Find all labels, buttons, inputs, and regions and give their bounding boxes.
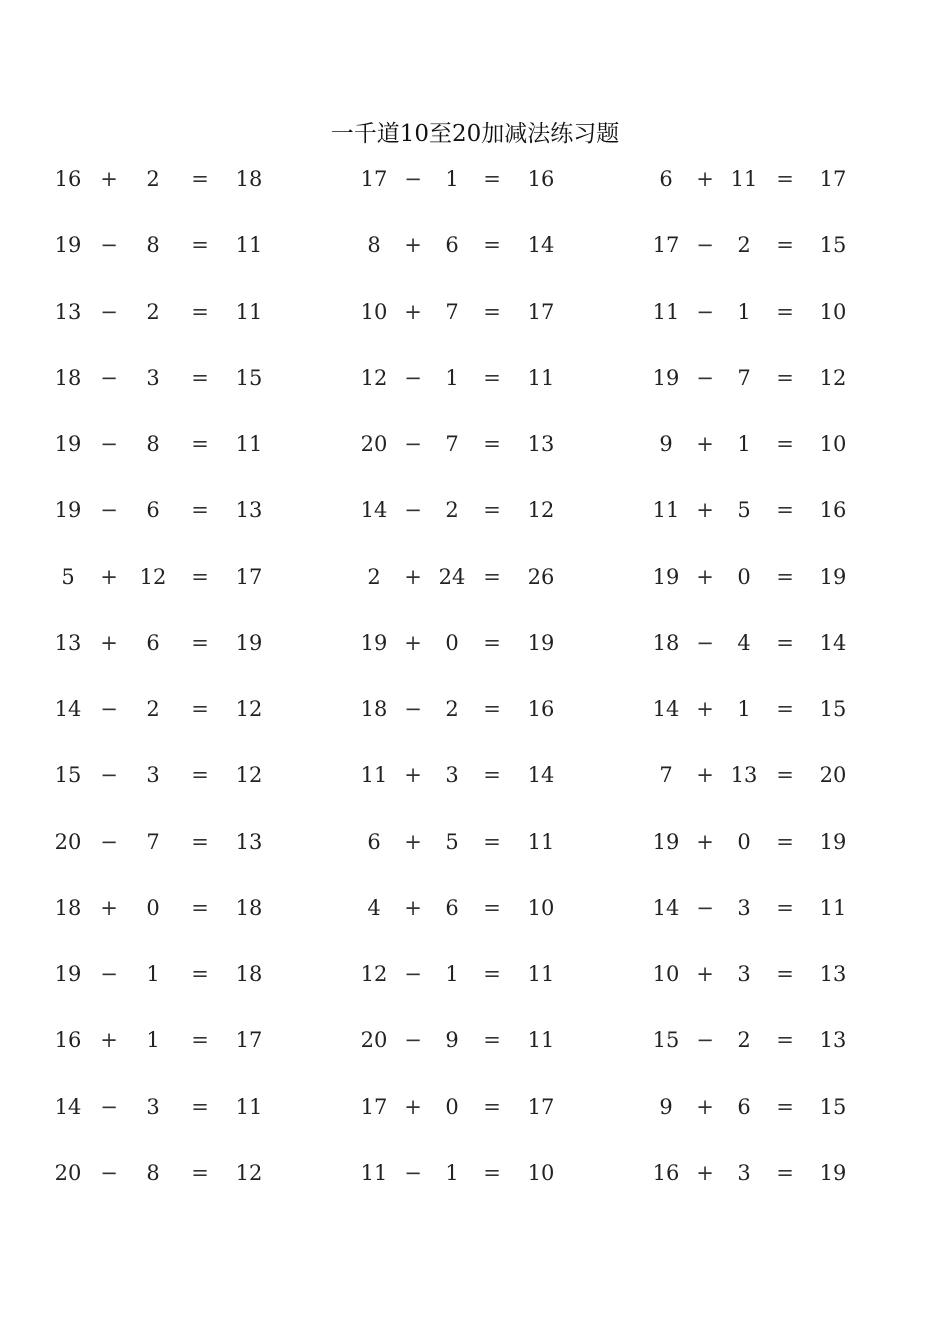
equals-sign: =	[776, 829, 794, 854]
operand-b: 1	[445, 167, 459, 191]
equals-sign: =	[776, 962, 794, 986]
operator: +	[100, 564, 118, 589]
operator: +	[404, 1094, 422, 1119]
operand-b: 3	[445, 763, 459, 788]
operator: +	[696, 1160, 714, 1185]
operator: −	[100, 1094, 118, 1119]
operand-b: 2	[146, 697, 160, 721]
operator: −	[696, 1028, 714, 1053]
operand-b: 0	[737, 829, 751, 854]
operand-a: 8	[367, 233, 381, 258]
operand-b: 11	[730, 167, 758, 191]
equals-sign: =	[776, 763, 794, 788]
operand-a: 19	[54, 233, 82, 258]
equals-sign: =	[191, 365, 209, 390]
result: 13	[819, 1028, 847, 1053]
operand-b: 3	[737, 895, 751, 920]
operand-b: 1	[146, 1028, 160, 1053]
result: 16	[527, 697, 555, 721]
operand-a: 15	[652, 1028, 680, 1053]
operator: −	[404, 962, 422, 986]
operand-b: 8	[146, 233, 160, 258]
equals-sign: =	[483, 697, 501, 721]
problem-row	[0, 1087, 950, 1127]
problem-row	[0, 225, 950, 265]
operator: +	[404, 299, 422, 324]
problem-row	[0, 1153, 950, 1193]
equals-sign: =	[483, 763, 501, 788]
result: 15	[819, 233, 847, 258]
result: 17	[819, 167, 847, 191]
result: 11	[527, 365, 555, 390]
equals-sign: =	[776, 233, 794, 258]
operator: −	[404, 1028, 422, 1053]
equals-sign: =	[776, 697, 794, 721]
operand-a: 18	[54, 895, 82, 920]
operator: −	[404, 697, 422, 721]
equals-sign: =	[191, 432, 209, 456]
operator: +	[696, 1094, 714, 1119]
operator: −	[100, 763, 118, 788]
equals-sign: =	[191, 829, 209, 854]
equals-sign: =	[483, 498, 501, 523]
operator: +	[404, 829, 422, 854]
operator: +	[100, 1028, 118, 1053]
operand-a: 16	[54, 167, 82, 191]
operand-b: 1	[445, 365, 459, 390]
operand-b: 1	[737, 432, 751, 456]
equals-sign: =	[191, 299, 209, 324]
operator: −	[100, 432, 118, 456]
equals-sign: =	[483, 829, 501, 854]
operator: +	[100, 630, 118, 655]
equals-sign: =	[191, 498, 209, 523]
problem-row	[0, 424, 950, 464]
operand-b: 7	[146, 829, 160, 854]
equals-sign: =	[776, 498, 794, 523]
operator: −	[404, 365, 422, 390]
operand-b: 5	[445, 829, 459, 854]
operand-b: 1	[445, 962, 459, 986]
operator: +	[404, 630, 422, 655]
operator: −	[404, 1160, 422, 1185]
operand-a: 16	[652, 1160, 680, 1185]
operator: +	[696, 432, 714, 456]
operator: −	[100, 299, 118, 324]
operand-b: 0	[737, 564, 751, 589]
problem-row	[0, 1020, 950, 1060]
operand-b: 4	[737, 630, 751, 655]
result: 16	[819, 498, 847, 523]
operand-a: 19	[54, 498, 82, 523]
result: 10	[819, 299, 847, 324]
operand-a: 19	[54, 962, 82, 986]
operand-b: 6	[445, 895, 459, 920]
operand-b: 2	[146, 167, 160, 191]
operand-b: 9	[445, 1028, 459, 1053]
operator: −	[696, 365, 714, 390]
equals-sign: =	[483, 167, 501, 191]
result: 11	[527, 829, 555, 854]
operator: +	[404, 763, 422, 788]
page-title: 一千道10至20加减法练习题	[330, 121, 620, 147]
result: 11	[235, 233, 263, 258]
operand-a: 4	[367, 895, 381, 920]
result: 11	[235, 1094, 263, 1119]
equals-sign: =	[776, 1094, 794, 1119]
equals-sign: =	[191, 564, 209, 589]
equals-sign: =	[483, 895, 501, 920]
equals-sign: =	[191, 1028, 209, 1053]
problem-row	[0, 557, 950, 597]
result: 13	[819, 962, 847, 986]
equals-sign: =	[483, 233, 501, 258]
operand-a: 5	[61, 564, 75, 589]
operand-a: 6	[659, 167, 673, 191]
operator: −	[100, 697, 118, 721]
operand-a: 11	[652, 299, 680, 324]
operand-a: 17	[360, 167, 388, 191]
problem-row	[0, 292, 950, 332]
operator: +	[696, 962, 714, 986]
result: 18	[235, 167, 263, 191]
equals-sign: =	[191, 697, 209, 721]
result: 14	[527, 763, 555, 788]
operand-b: 3	[737, 1160, 751, 1185]
operand-b: 7	[445, 299, 459, 324]
operand-a: 14	[54, 697, 82, 721]
operand-a: 10	[360, 299, 388, 324]
result: 18	[235, 962, 263, 986]
operator: −	[404, 432, 422, 456]
operand-a: 9	[659, 1094, 673, 1119]
result: 19	[527, 630, 555, 655]
operator: +	[696, 697, 714, 721]
equals-sign: =	[191, 763, 209, 788]
operand-b: 1	[445, 1160, 459, 1185]
operand-b: 3	[146, 365, 160, 390]
operator: −	[100, 962, 118, 986]
operator: +	[696, 564, 714, 589]
operand-a: 18	[54, 365, 82, 390]
result: 26	[527, 564, 555, 589]
operator: +	[696, 763, 714, 788]
result: 17	[235, 1028, 263, 1053]
result: 10	[527, 895, 555, 920]
operator: −	[404, 498, 422, 523]
problem-row	[0, 954, 950, 994]
equals-sign: =	[483, 432, 501, 456]
operand-a: 19	[360, 630, 388, 655]
result: 14	[527, 233, 555, 258]
operator: −	[100, 233, 118, 258]
operand-b: 3	[146, 1094, 160, 1119]
equals-sign: =	[191, 1160, 209, 1185]
operand-b: 8	[146, 432, 160, 456]
equals-sign: =	[483, 630, 501, 655]
result: 11	[527, 1028, 555, 1053]
operand-b: 24	[438, 564, 466, 589]
result: 19	[819, 564, 847, 589]
equals-sign: =	[483, 1160, 501, 1185]
problem-row	[0, 358, 950, 398]
result: 19	[819, 1160, 847, 1185]
result: 11	[819, 895, 847, 920]
operand-a: 20	[360, 1028, 388, 1053]
result: 17	[527, 299, 555, 324]
operand-a: 7	[659, 763, 673, 788]
operand-b: 0	[445, 630, 459, 655]
result: 17	[235, 564, 263, 589]
equals-sign: =	[776, 564, 794, 589]
result: 12	[235, 697, 263, 721]
operand-a: 16	[54, 1028, 82, 1053]
operand-b: 7	[737, 365, 751, 390]
operand-a: 10	[652, 962, 680, 986]
result: 14	[819, 630, 847, 655]
operand-a: 14	[54, 1094, 82, 1119]
operator: −	[696, 299, 714, 324]
operand-b: 0	[445, 1094, 459, 1119]
operand-a: 20	[54, 1160, 82, 1185]
problem-row	[0, 689, 950, 729]
operand-b: 6	[146, 630, 160, 655]
operand-a: 12	[360, 962, 388, 986]
operand-a: 2	[367, 564, 381, 589]
equals-sign: =	[191, 167, 209, 191]
operand-a: 11	[652, 498, 680, 523]
operand-a: 19	[652, 564, 680, 589]
operand-b: 5	[737, 498, 751, 523]
equals-sign: =	[483, 365, 501, 390]
operand-b: 2	[445, 697, 459, 721]
operand-a: 20	[54, 829, 82, 854]
result: 11	[235, 432, 263, 456]
operator: +	[696, 498, 714, 523]
operand-a: 14	[652, 895, 680, 920]
operand-a: 15	[54, 763, 82, 788]
equals-sign: =	[776, 299, 794, 324]
operand-b: 6	[146, 498, 160, 523]
operator: −	[100, 498, 118, 523]
equals-sign: =	[191, 233, 209, 258]
equals-sign: =	[776, 365, 794, 390]
operand-b: 2	[445, 498, 459, 523]
operand-b: 2	[146, 299, 160, 324]
operand-b: 1	[146, 962, 160, 986]
operator: +	[100, 167, 118, 191]
operator: −	[100, 365, 118, 390]
result: 11	[527, 962, 555, 986]
operand-a: 6	[367, 829, 381, 854]
equals-sign: =	[191, 962, 209, 986]
operator: +	[404, 233, 422, 258]
equals-sign: =	[483, 1028, 501, 1053]
equals-sign: =	[191, 895, 209, 920]
operand-b: 6	[445, 233, 459, 258]
problem-row	[0, 822, 950, 862]
operator: +	[404, 564, 422, 589]
result: 15	[819, 1094, 847, 1119]
operand-a: 20	[360, 432, 388, 456]
operand-b: 0	[146, 895, 160, 920]
equals-sign: =	[776, 1160, 794, 1185]
result: 17	[527, 1094, 555, 1119]
result: 10	[527, 1160, 555, 1185]
operator: +	[404, 895, 422, 920]
operand-b: 7	[445, 432, 459, 456]
result: 13	[235, 498, 263, 523]
result: 11	[235, 299, 263, 324]
operator: −	[696, 233, 714, 258]
operand-b: 1	[737, 697, 751, 721]
equals-sign: =	[483, 1094, 501, 1119]
equals-sign: =	[191, 630, 209, 655]
result: 10	[819, 432, 847, 456]
operand-b: 6	[737, 1094, 751, 1119]
equals-sign: =	[483, 962, 501, 986]
equals-sign: =	[776, 895, 794, 920]
operand-a: 11	[360, 1160, 388, 1185]
equals-sign: =	[483, 564, 501, 589]
operand-a: 18	[652, 630, 680, 655]
operand-a: 19	[652, 365, 680, 390]
operand-b: 3	[737, 962, 751, 986]
result: 13	[235, 829, 263, 854]
result: 13	[527, 432, 555, 456]
problem-row	[0, 490, 950, 530]
operand-a: 18	[360, 697, 388, 721]
operand-b: 3	[146, 763, 160, 788]
operand-b: 12	[139, 564, 167, 589]
operand-b: 8	[146, 1160, 160, 1185]
operator: −	[100, 829, 118, 854]
equals-sign: =	[776, 1028, 794, 1053]
equals-sign: =	[483, 299, 501, 324]
problem-row	[0, 623, 950, 663]
result: 15	[235, 365, 263, 390]
result: 19	[235, 630, 263, 655]
result: 12	[235, 1160, 263, 1185]
operand-a: 11	[360, 763, 388, 788]
result: 19	[819, 829, 847, 854]
equals-sign: =	[776, 167, 794, 191]
result: 15	[819, 697, 847, 721]
operand-b: 2	[737, 1028, 751, 1053]
operand-a: 12	[360, 365, 388, 390]
operator: +	[696, 167, 714, 191]
operand-a: 17	[652, 233, 680, 258]
result: 12	[235, 763, 263, 788]
operand-b: 1	[737, 299, 751, 324]
operand-a: 13	[54, 299, 82, 324]
operand-a: 14	[360, 498, 388, 523]
operand-a: 19	[652, 829, 680, 854]
problem-row	[0, 755, 950, 795]
operator: −	[696, 630, 714, 655]
equals-sign: =	[776, 630, 794, 655]
operator: −	[404, 167, 422, 191]
operator: +	[100, 895, 118, 920]
problem-row	[0, 888, 950, 928]
result: 12	[819, 365, 847, 390]
operand-a: 9	[659, 432, 673, 456]
equals-sign: =	[191, 1094, 209, 1119]
result: 16	[527, 167, 555, 191]
operand-a: 17	[360, 1094, 388, 1119]
operand-b: 13	[730, 763, 758, 788]
operand-b: 2	[737, 233, 751, 258]
operator: −	[100, 1160, 118, 1185]
equals-sign: =	[776, 432, 794, 456]
operand-a: 13	[54, 630, 82, 655]
result: 18	[235, 895, 263, 920]
operator: +	[696, 829, 714, 854]
operand-a: 14	[652, 697, 680, 721]
operand-a: 19	[54, 432, 82, 456]
result: 12	[527, 498, 555, 523]
problem-row	[0, 159, 950, 199]
result: 20	[819, 763, 847, 788]
operator: −	[696, 895, 714, 920]
